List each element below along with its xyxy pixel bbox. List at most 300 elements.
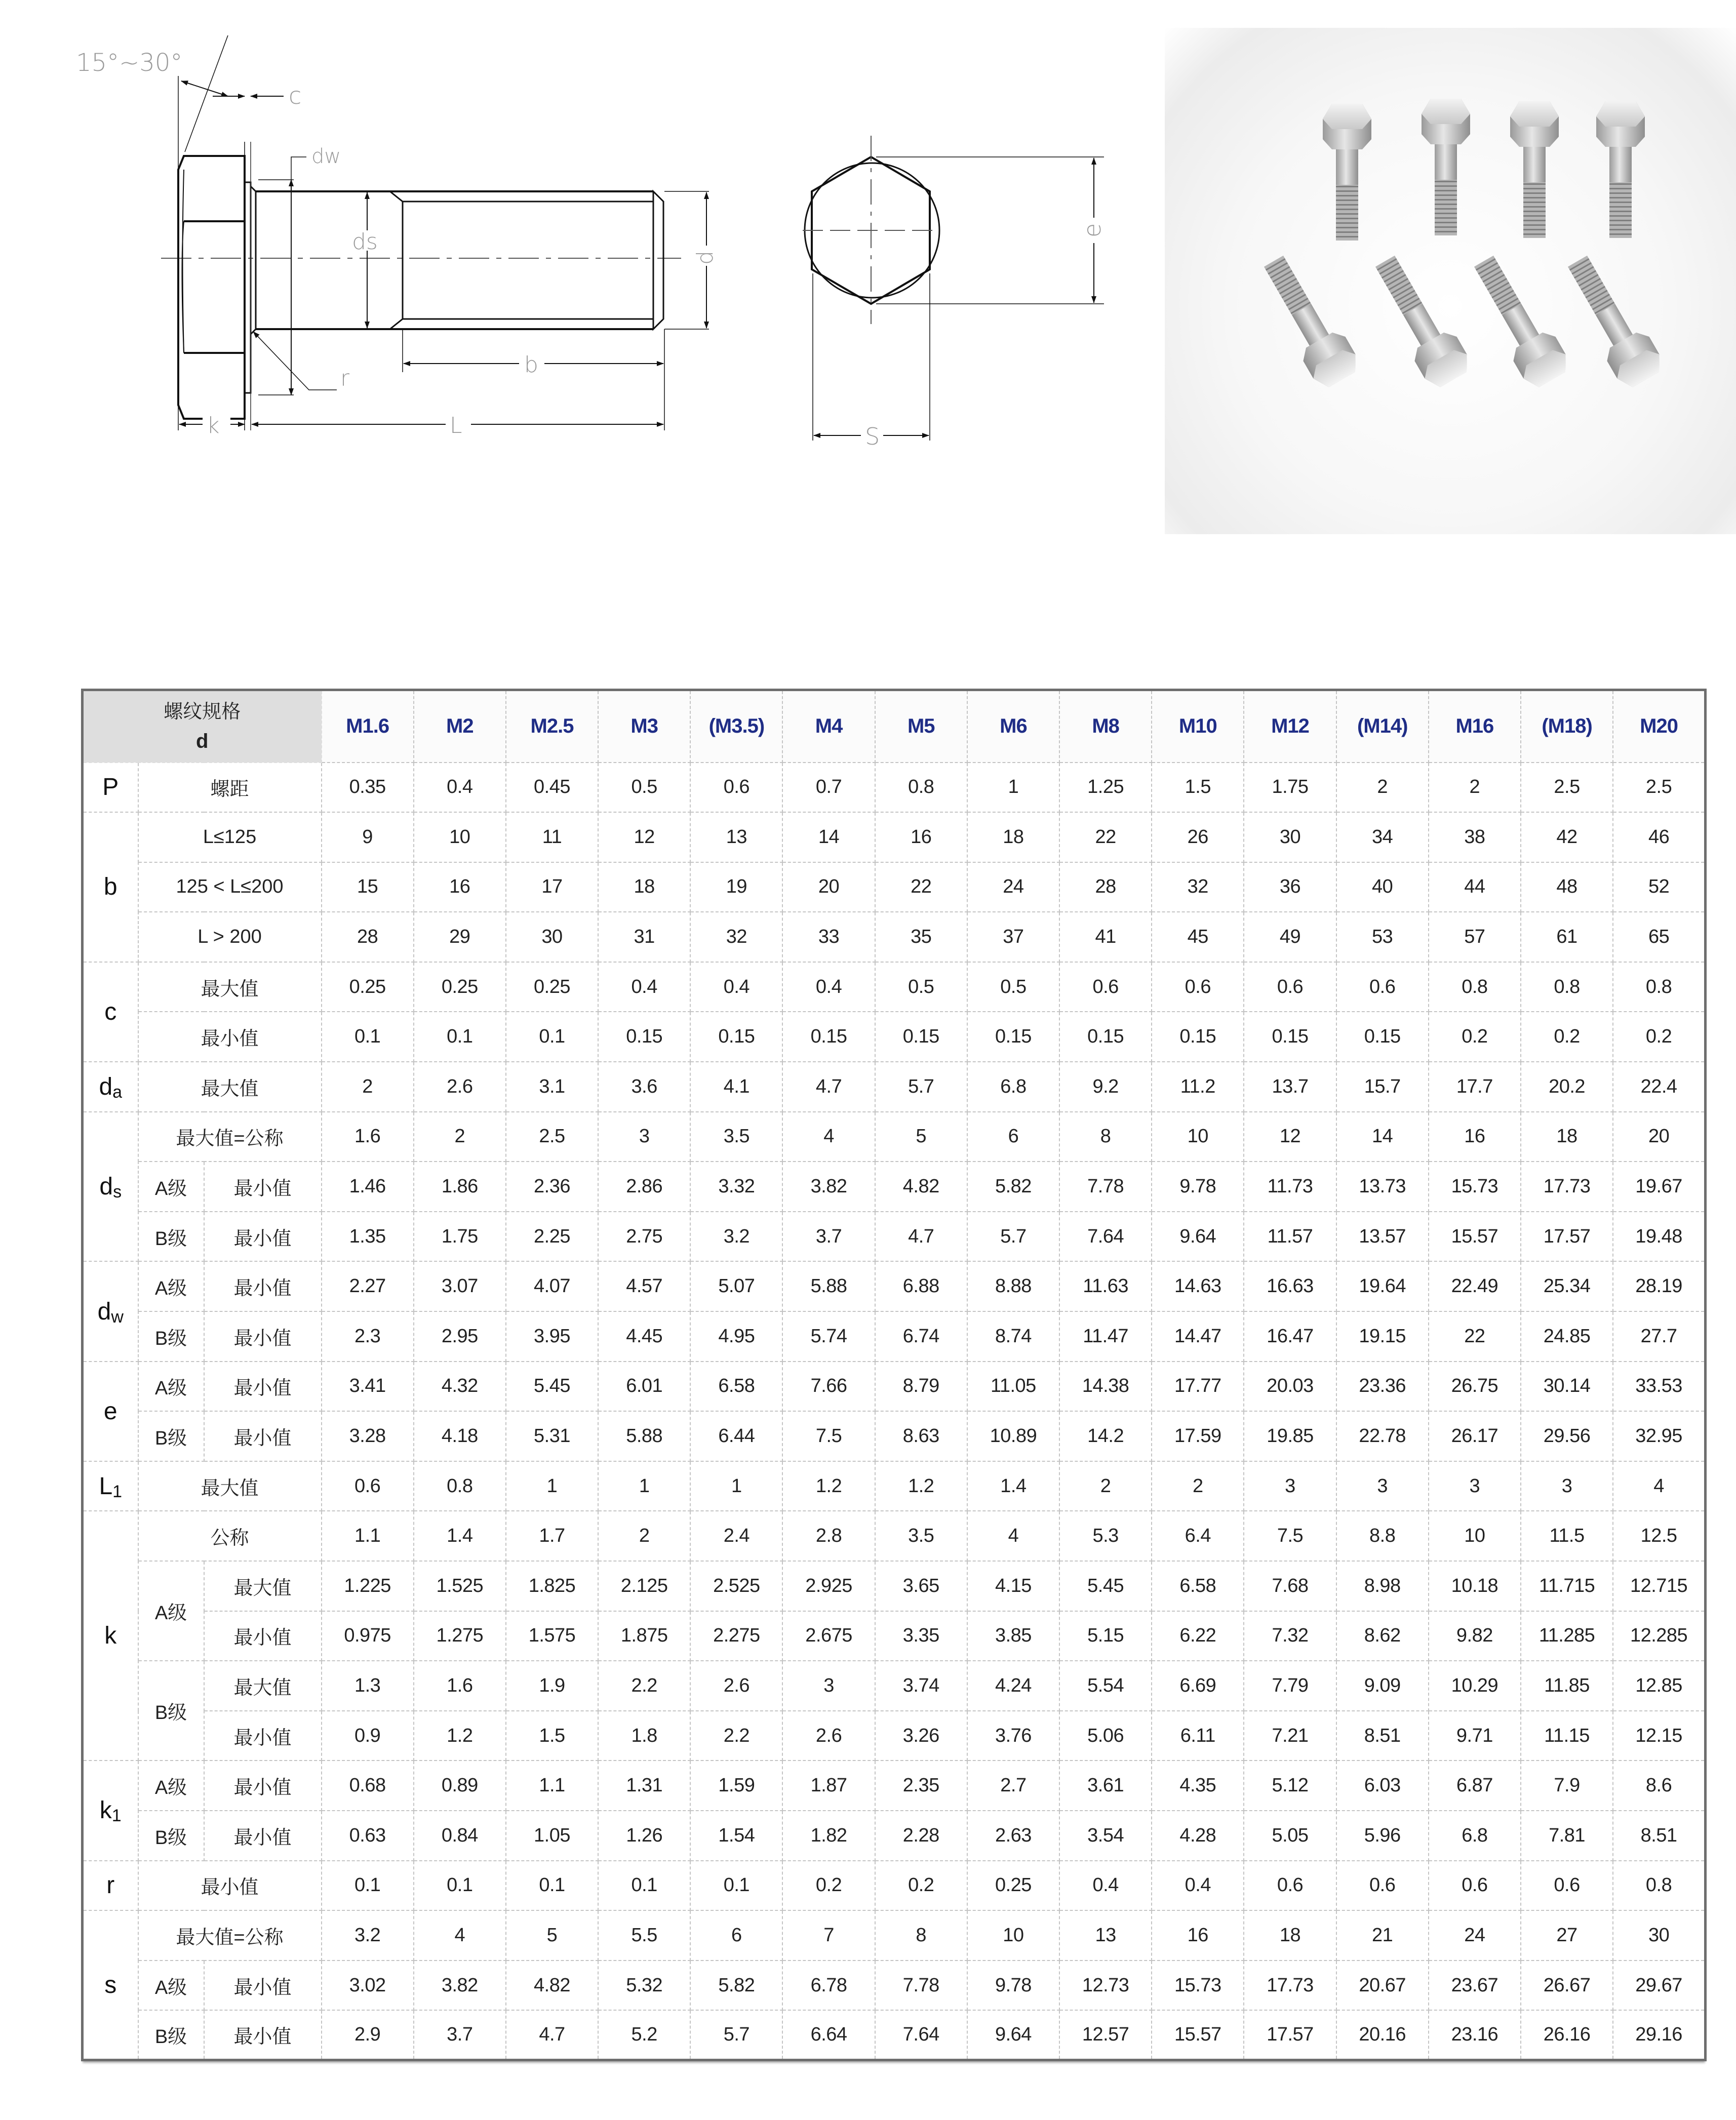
value-cell: 26 [1152, 812, 1244, 862]
value-cell: 13 [1059, 1910, 1152, 1961]
value-cell: 1 [690, 1461, 782, 1511]
value-cell: 1.25 [1059, 763, 1152, 813]
value-cell: 11.715 [1521, 1561, 1613, 1611]
value-cell: 3.26 [875, 1711, 967, 1761]
value-cell: 5 [506, 1910, 598, 1961]
value-cell: 5.07 [690, 1261, 782, 1311]
value-cell: 5.45 [506, 1362, 598, 1412]
value-cell: 0.2 [782, 1861, 875, 1911]
value-cell: 42 [1521, 812, 1613, 862]
value-cell: 0.25 [322, 962, 414, 1012]
value-cell: 8.88 [967, 1261, 1059, 1311]
value-cell: 37 [967, 912, 1059, 962]
value-cell: 3.5 [690, 1112, 782, 1162]
value-cell: 9.64 [1152, 1212, 1244, 1262]
value-cell: 36 [1244, 862, 1336, 912]
bolt-technical-drawing [0, 0, 1165, 557]
value-cell: 0.68 [322, 1761, 414, 1811]
size-header: M20 [1613, 690, 1705, 763]
value-cell: 19.67 [1613, 1162, 1705, 1212]
value-cell: 3.6 [598, 1062, 690, 1112]
value-cell: 0.2 [1521, 1012, 1613, 1062]
value-cell: 5.32 [598, 1961, 690, 2011]
value-cell: 6.11 [1152, 1711, 1244, 1761]
value-cell: 19.48 [1613, 1212, 1705, 1262]
value-cell: 0.63 [322, 1811, 414, 1861]
value-cell: 6.58 [690, 1362, 782, 1412]
value-cell: 4 [782, 1112, 875, 1162]
value-cell: 0.6 [1059, 962, 1152, 1012]
value-cell: 21 [1336, 1910, 1429, 1961]
value-cell: 12.285 [1613, 1611, 1705, 1661]
value-cell: 22.4 [1613, 1062, 1705, 1112]
value-cell: 15.57 [1152, 2010, 1244, 2060]
row-label: 最小值 [204, 1311, 322, 1362]
value-cell: 29.67 [1613, 1961, 1705, 2011]
value-cell: 2.6 [414, 1062, 506, 1112]
value-cell: 2.525 [690, 1561, 782, 1611]
value-cell: 6.69 [1152, 1661, 1244, 1711]
row-label: L≤125 [138, 812, 322, 862]
table-row [83, 962, 1706, 1012]
value-cell: 3.54 [1059, 1811, 1152, 1861]
parameter-symbol-p [83, 763, 138, 813]
value-cell: 4.82 [875, 1162, 967, 1212]
value-cell: 7.21 [1244, 1711, 1336, 1761]
table-row [83, 812, 1706, 862]
value-cell: 31 [598, 912, 690, 962]
value-cell: 1 [598, 1461, 690, 1511]
value-cell: 32.95 [1613, 1411, 1705, 1461]
grade-label: A级 [138, 1561, 204, 1661]
value-cell: 2.2 [598, 1661, 690, 1711]
value-cell: 1.2 [782, 1461, 875, 1511]
row-label: 最大值 [204, 1561, 322, 1611]
value-cell: 3.82 [782, 1162, 875, 1212]
symbol-text: k [104, 1622, 117, 1650]
grade-label: A级 [138, 1162, 204, 1212]
size-header: M2.5 [506, 690, 598, 763]
value-cell: 2.8 [782, 1511, 875, 1561]
value-cell: 18 [1244, 1910, 1336, 1961]
value-cell: 2.86 [598, 1162, 690, 1212]
value-cell: 6.4 [1152, 1511, 1244, 1561]
e-label: e [1079, 223, 1106, 237]
value-cell: 4.32 [414, 1362, 506, 1412]
value-cell: 11 [506, 812, 598, 862]
value-cell: 0.15 [690, 1012, 782, 1062]
angle-label: 15°~30° [76, 49, 183, 77]
value-cell: 0.15 [1336, 1012, 1429, 1062]
value-cell: 15 [322, 862, 414, 912]
row-label: 最小值 [204, 1961, 322, 2011]
parameter-symbol-k [83, 1511, 138, 1761]
value-cell: 2.95 [414, 1311, 506, 1362]
symbol-subscript: a [112, 1082, 123, 1102]
bolt-end-view-hexagon [803, 136, 1104, 441]
value-cell: 9.82 [1429, 1611, 1521, 1661]
value-cell: 16.63 [1244, 1261, 1336, 1311]
value-cell: 0.8 [1521, 962, 1613, 1012]
row-label: 最小值 [204, 1362, 322, 1412]
table-row [83, 2010, 1706, 2060]
value-cell: 17.73 [1521, 1162, 1613, 1212]
row-label: 最小值 [204, 1811, 322, 1861]
value-cell: 29.56 [1521, 1411, 1613, 1461]
value-cell: 4.24 [967, 1661, 1059, 1711]
value-cell: 7.5 [1244, 1511, 1336, 1561]
value-cell: 0.5 [875, 962, 967, 1012]
value-cell: 17.7 [1429, 1062, 1521, 1112]
table-row [83, 1611, 1706, 1661]
value-cell: 5.31 [506, 1411, 598, 1461]
symbol-text: d [99, 1173, 113, 1201]
value-cell: 18 [598, 862, 690, 912]
value-cell: 0.15 [1152, 1012, 1244, 1062]
value-cell: 0.35 [322, 763, 414, 813]
value-cell: 5.12 [1244, 1761, 1336, 1811]
value-cell: 38 [1429, 812, 1521, 862]
value-cell: 65 [1613, 912, 1705, 962]
value-cell: 3 [598, 1112, 690, 1162]
value-cell: 6 [690, 1910, 782, 1961]
dw-label: dw [311, 145, 341, 168]
value-cell: 13.7 [1244, 1062, 1336, 1112]
value-cell: 12.73 [1059, 1961, 1152, 2011]
value-cell: 3.41 [322, 1362, 414, 1412]
parameter-symbol-r [83, 1861, 138, 1911]
value-cell: 1.46 [322, 1162, 414, 1212]
value-cell: 11.285 [1521, 1611, 1613, 1661]
symbol-text: r [106, 1872, 115, 1899]
bolts-back-row [1323, 99, 1645, 241]
value-cell: 8.74 [967, 1311, 1059, 1362]
value-cell: 17.57 [1521, 1212, 1613, 1262]
value-cell: 23.67 [1429, 1961, 1521, 2011]
b-label: b [524, 352, 538, 378]
value-cell: 1.275 [414, 1611, 506, 1661]
table-row [83, 1112, 1706, 1162]
size-header: M5 [875, 690, 967, 763]
value-cell: 10.89 [967, 1411, 1059, 1461]
value-cell: 1.4 [414, 1511, 506, 1561]
table-row [83, 1012, 1706, 1062]
table-row [83, 1761, 1706, 1811]
value-cell: 23.36 [1336, 1362, 1429, 1412]
value-cell: 0.1 [322, 1012, 414, 1062]
symbol-text: d [97, 1298, 111, 1325]
value-cell: 33.53 [1613, 1362, 1705, 1412]
size-header: (M18) [1521, 690, 1613, 763]
value-cell: 9.78 [1152, 1162, 1244, 1212]
value-cell: 0.8 [875, 763, 967, 813]
value-cell: 7 [782, 1910, 875, 1961]
bolt-dimension-spec-table [81, 689, 1707, 2061]
size-header: M4 [782, 690, 875, 763]
value-cell: 35 [875, 912, 967, 962]
value-cell: 8.8 [1336, 1511, 1429, 1561]
table-row [83, 1511, 1706, 1561]
value-cell: 19 [690, 862, 782, 912]
row-label: 最小值 [204, 1212, 322, 1262]
row-label: 螺距 [138, 763, 322, 813]
value-cell: 1.75 [1244, 763, 1336, 813]
row-label: L > 200 [138, 912, 322, 962]
value-cell: 0.6 [1521, 1861, 1613, 1911]
row-label: 最大值=公称 [138, 1910, 322, 1961]
value-cell: 17.73 [1244, 1961, 1336, 2011]
value-cell: 20.16 [1336, 2010, 1429, 2060]
value-cell: 45 [1152, 912, 1244, 962]
value-cell: 12.5 [1613, 1511, 1705, 1561]
parameter-symbol-dw [83, 1261, 138, 1361]
value-cell: 18 [967, 812, 1059, 862]
value-cell: 7.81 [1521, 1811, 1613, 1861]
table-row [83, 1362, 1706, 1412]
value-cell: 3.28 [322, 1411, 414, 1461]
parameter-symbol-e [83, 1362, 138, 1461]
value-cell: 9.78 [967, 1961, 1059, 2011]
symbol-text: d [99, 1073, 113, 1100]
value-cell: 7.78 [875, 1961, 967, 2011]
value-cell: 7.64 [1059, 1212, 1152, 1262]
value-cell: 7.64 [875, 2010, 967, 2060]
value-cell: 1.86 [414, 1162, 506, 1212]
value-cell: 4.7 [782, 1062, 875, 1112]
value-cell: 11.15 [1521, 1711, 1613, 1761]
value-cell: 3.2 [690, 1212, 782, 1262]
value-cell: 0.6 [1336, 962, 1429, 1012]
value-cell: 1.82 [782, 1811, 875, 1861]
value-cell: 5.2 [598, 2010, 690, 2060]
value-cell: 15.7 [1336, 1062, 1429, 1112]
value-cell: 6.64 [782, 2010, 875, 2060]
grade-label: B级 [138, 1411, 204, 1461]
value-cell: 8.62 [1336, 1611, 1429, 1661]
symbol-subscript: 1 [112, 1482, 123, 1501]
value-cell: 14.47 [1152, 1311, 1244, 1362]
value-cell: 3.2 [322, 1910, 414, 1961]
value-cell: 12.85 [1613, 1661, 1705, 1711]
value-cell: 0.8 [1613, 962, 1705, 1012]
value-cell: 20.2 [1521, 1062, 1613, 1112]
row-label: 最大值 [138, 1461, 322, 1511]
value-cell: 6.78 [782, 1961, 875, 2011]
value-cell: 2.28 [875, 1811, 967, 1861]
value-cell: 0.1 [414, 1861, 506, 1911]
row-label: 最小值 [204, 1611, 322, 1661]
parameter-symbol-ds [83, 1112, 138, 1262]
value-cell: 5.3 [1059, 1511, 1152, 1561]
value-cell: 24 [967, 862, 1059, 912]
value-cell: 16 [1152, 1910, 1244, 1961]
value-cell: 5.15 [1059, 1611, 1152, 1661]
value-cell: 2.6 [690, 1661, 782, 1711]
d-label: d [692, 251, 718, 265]
table-row [83, 1811, 1706, 1861]
size-header: M10 [1152, 690, 1244, 763]
bolts-front-row [1252, 249, 1667, 392]
value-cell: 44 [1429, 862, 1521, 912]
value-cell: 4.7 [875, 1212, 967, 1262]
value-cell: 3.07 [414, 1261, 506, 1311]
value-cell: 2.5 [1521, 763, 1613, 813]
value-cell: 5.06 [1059, 1711, 1152, 1761]
s-label: S [865, 423, 880, 450]
value-cell: 5.88 [598, 1411, 690, 1461]
value-cell: 27 [1521, 1910, 1613, 1961]
value-cell: 19.64 [1336, 1261, 1429, 1311]
row-label: 最大值=公称 [138, 1112, 322, 1162]
value-cell: 0.6 [1244, 962, 1336, 1012]
value-cell: 22.78 [1336, 1411, 1429, 1461]
table-row [83, 1861, 1706, 1911]
value-cell: 11.73 [1244, 1162, 1336, 1212]
symbol-subscript: w [111, 1307, 124, 1327]
value-cell: 6.8 [1429, 1811, 1521, 1861]
value-cell: 15.73 [1429, 1162, 1521, 1212]
value-cell: 0.8 [414, 1461, 506, 1511]
value-cell: 10 [414, 812, 506, 862]
value-cell: 1.525 [414, 1561, 506, 1611]
value-cell: 5.96 [1336, 1811, 1429, 1861]
value-cell: 3.7 [414, 2010, 506, 2060]
size-header: M2 [414, 690, 506, 763]
value-cell: 1 [967, 763, 1059, 813]
value-cell: 4.7 [506, 2010, 598, 2060]
value-cell: 1.8 [598, 1711, 690, 1761]
symbol-subscript: 1 [111, 1806, 122, 1826]
value-cell: 16 [1429, 1112, 1521, 1162]
value-cell: 1.9 [506, 1661, 598, 1711]
value-cell: 10.18 [1429, 1561, 1521, 1611]
grade-label: A级 [138, 1362, 204, 1412]
value-cell: 28 [322, 912, 414, 962]
value-cell: 7.5 [782, 1411, 875, 1461]
value-cell: 2.25 [506, 1212, 598, 1262]
value-cell: 20 [782, 862, 875, 912]
value-cell: 4.95 [690, 1311, 782, 1362]
value-cell: 2.925 [782, 1561, 875, 1611]
value-cell: 12.15 [1613, 1711, 1705, 1761]
ds-label: ds [352, 229, 378, 255]
table-row [83, 1961, 1706, 2011]
value-cell: 8.63 [875, 1411, 967, 1461]
grade-label: A级 [138, 1761, 204, 1811]
value-cell: 8.51 [1336, 1711, 1429, 1761]
value-cell: 17 [506, 862, 598, 912]
value-cell: 14 [1336, 1112, 1429, 1162]
value-cell: 2.63 [967, 1811, 1059, 1861]
value-cell: 8.6 [1613, 1761, 1705, 1811]
thread-spec-header-cell [83, 690, 322, 763]
value-cell: 2 [1152, 1461, 1244, 1511]
value-cell: 0.1 [690, 1861, 782, 1911]
value-cell: 40 [1336, 862, 1429, 912]
value-cell: 33 [782, 912, 875, 962]
value-cell: 0.2 [1429, 1012, 1521, 1062]
value-cell: 23.16 [1429, 2010, 1521, 2060]
row-label: 最大值 [138, 1062, 322, 1112]
value-cell: 3 [1521, 1461, 1613, 1511]
table-row [83, 1561, 1706, 1611]
value-cell: 6.03 [1336, 1761, 1429, 1811]
row-label: 最小值 [204, 1761, 322, 1811]
value-cell: 5.7 [690, 2010, 782, 2060]
product-photo [1165, 28, 1736, 534]
value-cell: 10 [1152, 1112, 1244, 1162]
thread-spec-symbol: d [196, 730, 209, 752]
row-label: 最小值 [204, 1411, 322, 1461]
value-cell: 0.4 [1059, 1861, 1152, 1911]
value-cell: 2.125 [598, 1561, 690, 1611]
value-cell: 34 [1336, 812, 1429, 862]
value-cell: 9.64 [967, 2010, 1059, 2060]
value-cell: 2.3 [322, 1311, 414, 1362]
table-row [83, 1261, 1706, 1311]
end-view-dimension-labels [861, 218, 1106, 450]
value-cell: 1.5 [1152, 763, 1244, 813]
value-cell: 10 [967, 1910, 1059, 1961]
value-cell: 8.98 [1336, 1561, 1429, 1611]
value-cell: 9.09 [1336, 1661, 1429, 1711]
value-cell: 3.61 [1059, 1761, 1152, 1811]
value-cell: 8 [875, 1910, 967, 1961]
value-cell: 17.57 [1244, 2010, 1336, 2060]
value-cell: 2.275 [690, 1611, 782, 1661]
value-cell: 4 [414, 1910, 506, 1961]
grade-label: B级 [138, 1212, 204, 1262]
value-cell: 2.5 [1613, 763, 1705, 813]
value-cell: 0.8 [1613, 1861, 1705, 1911]
value-cell: 0.84 [414, 1811, 506, 1861]
value-cell: 4 [1613, 1461, 1705, 1511]
value-cell: 1.2 [875, 1461, 967, 1511]
value-cell: 4.15 [967, 1561, 1059, 1611]
value-cell: 12.57 [1059, 2010, 1152, 2060]
value-cell: 7.68 [1244, 1561, 1336, 1611]
hex-bolts-illustration [1165, 28, 1736, 534]
symbol-text: e [103, 1397, 117, 1425]
value-cell: 0.25 [506, 962, 598, 1012]
value-cell: 5.7 [967, 1212, 1059, 1262]
value-cell: 13.57 [1336, 1212, 1429, 1262]
bolt-side-and-end-view-svg [0, 0, 1165, 557]
value-cell: 3 [1244, 1461, 1336, 1511]
value-cell: 22 [1059, 812, 1152, 862]
value-cell: 2.36 [506, 1162, 598, 1212]
value-cell: 0.15 [598, 1012, 690, 1062]
value-cell: 7.32 [1244, 1611, 1336, 1661]
value-cell: 0.15 [875, 1012, 967, 1062]
value-cell: 0.4 [782, 962, 875, 1012]
value-cell: 3.76 [967, 1711, 1059, 1761]
value-cell: 0.1 [506, 1012, 598, 1062]
value-cell: 8 [1059, 1112, 1152, 1162]
parameter-symbol-da [83, 1062, 138, 1112]
table-row [83, 1062, 1706, 1112]
row-label: 125 < L≤200 [138, 862, 322, 912]
value-cell: 0.1 [506, 1861, 598, 1911]
value-cell: 1.6 [414, 1661, 506, 1711]
value-cell: 0.6 [322, 1461, 414, 1511]
value-cell: 0.2 [875, 1861, 967, 1911]
value-cell: 0.975 [322, 1611, 414, 1661]
value-cell: 3.32 [690, 1162, 782, 1212]
value-cell: 6.74 [875, 1311, 967, 1362]
value-cell: 28.19 [1613, 1261, 1705, 1311]
row-label: 最小值 [204, 2010, 322, 2060]
